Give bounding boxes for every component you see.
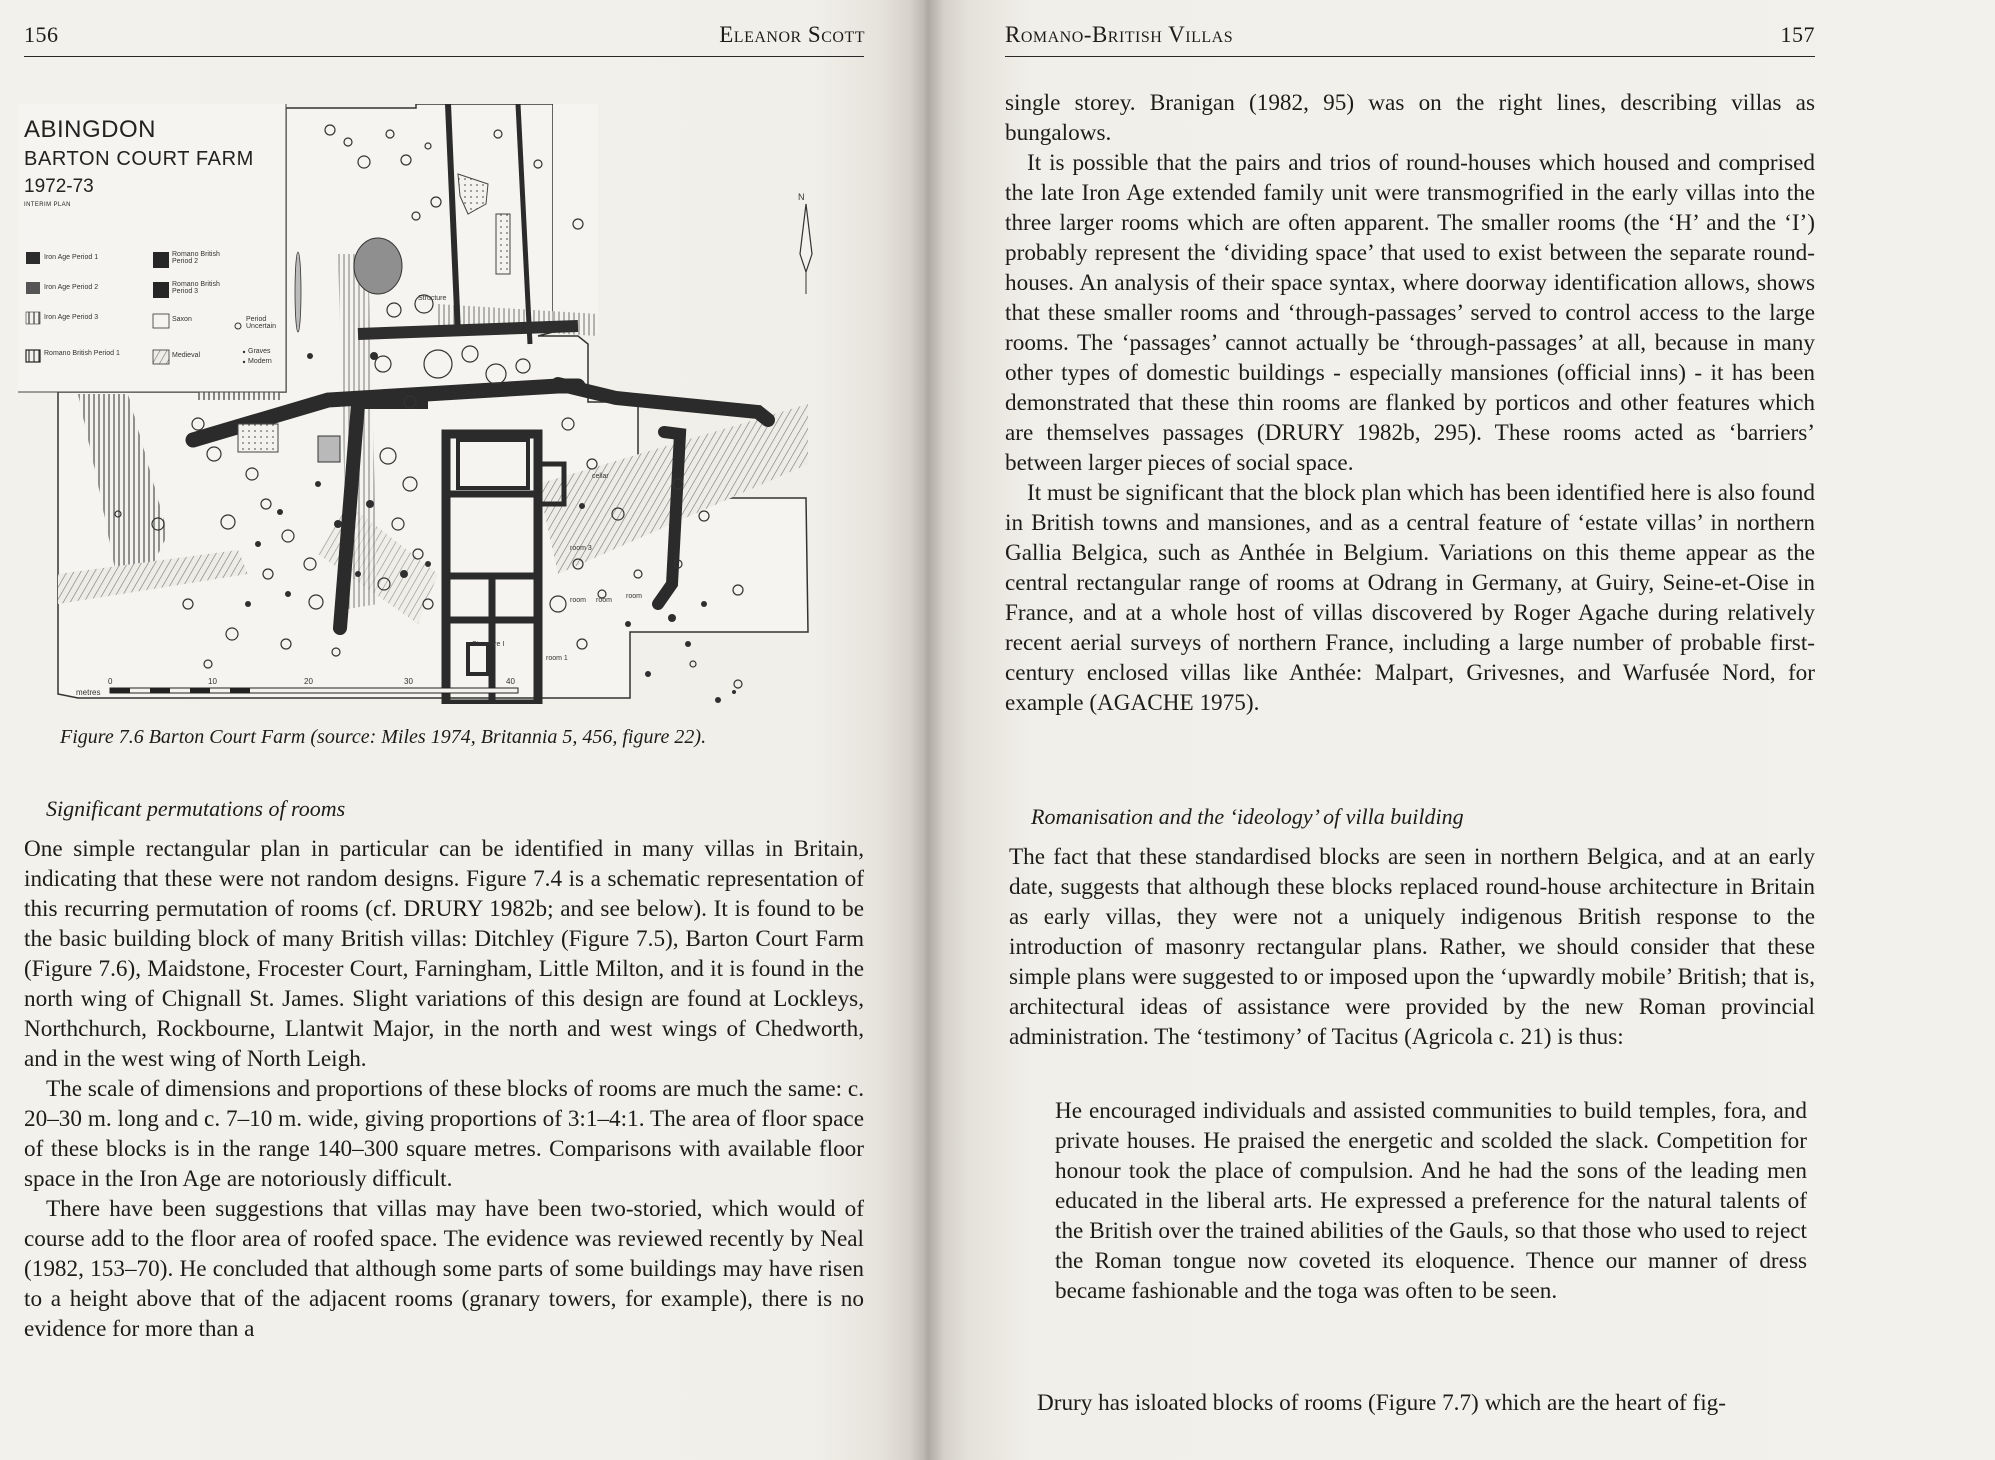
legend-label: Romano British Period 2: [172, 251, 220, 265]
legend-label: Romano British Period 3: [172, 281, 220, 295]
figure-note: INTERIM PLAN: [24, 202, 71, 208]
legend-label: Medieval: [172, 352, 201, 359]
label-cellar: cellar: [592, 473, 609, 480]
legend-label: Period Uncertain: [246, 316, 276, 330]
book-gutter: [910, 0, 944, 1460]
legend-label: Graves: [248, 348, 271, 355]
scale-tick: 40: [506, 677, 515, 686]
north-arrow: [798, 192, 812, 294]
figure-subtitle: BARTON COURT FARM: [24, 148, 254, 170]
north-label: N: [798, 192, 805, 202]
header-rule: [1005, 56, 1815, 57]
paragraph: One simple rectangular plan in particular can be identified in many villas in Britain, indicating that these were not random designs. Figure 7.4 is a schematic representation of this recurring permutation of rooms (cf. DRURY 1982b; and see below). It is found to be the basic building block of many British villas: Ditchley (Figure 7.5), Barton Court Farm (Figure 7.6), Maidstone, Frocester Court, Farningham, Little Milton, and it is found in the north wing of Chignall St. James. Slight variations of this design are found at Lockleys, Northchurch, Rockbourne, Llantwit Major, in the north and west wings of Chedworth, and in the west wing of North Leigh.: [24, 836, 864, 1072]
scale-tick: 10: [208, 677, 217, 686]
paragraph: single storey. Branigan (1982, 95) was on the right lines, describing villas as bungalows.: [1005, 90, 1815, 146]
scale-tick: 0: [108, 677, 113, 686]
legend-label: Iron Age Period 1: [44, 254, 99, 261]
site-plan-figure: [18, 104, 864, 704]
right-body-text: [1005, 88, 1815, 718]
page-number: 156: [24, 22, 59, 47]
last-line: [1037, 1388, 1817, 1418]
paragraph: The scale of dimensions and proportions of these blocks of rooms are much the same: c. 20–30 m. long and c. 7–10 m. wide, giving proportions of 3:1–4:1. The area of floor space of these blocks is in the range 140–300 square metres. Comparisons with available floor space in the Iron Age are notoriously difficult.: [24, 1076, 864, 1192]
figure-caption: Figure 7.6 Barton Court Farm (source: Miles 1974, Britannia 5, 456, figure 22).: [60, 726, 707, 748]
scale-unit: metres: [76, 688, 101, 697]
figure-title: ABINGDON: [24, 116, 157, 143]
label-room-c: room: [626, 593, 642, 600]
paragraph: The fact that these standardised blocks are seen in northern Belgica, and at an early date, suggests that although these blocks replaced round-house architecture in Britain as early villas, they were not a uniquely indigenous British response to the introduction of masonry rectangular plans. Rather, we should consider that these simple plans were suggested to or imposed upon the ‘upwardly mobile’ British; that is, architectural ideas of assistance were provided by the new Roman provincial administration. The ‘testimony’ of Tacitus (Agricola c. 21) is thus:: [1009, 844, 1815, 1050]
right-page: [925, 0, 1995, 1460]
site-plan-map: [18, 104, 864, 704]
label-room3: room 3: [570, 545, 592, 552]
left-page: [0, 0, 925, 1460]
paragraph: There have been suggestions that villas may have been two-storied, which would of course add to the floor area of roofed space. The evidence was reviewed recently by Neal (1982, 153–70). He concluded that although some parts of some buildings may have risen to a height above that of the adjacent rooms (granary towers, for example), there is no evidence for more than a: [24, 1196, 864, 1342]
section-subhead: Significant permutations of rooms: [46, 796, 346, 821]
legend-label: Iron Age Period 3: [44, 314, 99, 321]
legend-label: Saxon: [172, 316, 192, 323]
legend-label: Romano British Period 1: [44, 350, 120, 357]
page-number: 157: [1780, 22, 1815, 47]
legend-label: Iron Age Period 2: [44, 284, 99, 291]
header-rule: [24, 56, 864, 57]
section-subhead: Romanisation and the ‘ideology’ of villa building: [1031, 804, 1464, 829]
legend-label: Modern: [248, 358, 272, 365]
quote-text: He encouraged individuals and assisted communities to build temples, fora, and private houses. He praised the energetic and scolded the slack. Competition for honour took the place of compulsion. And he had the sons of the leading men educated in the liberal arts. He expressed a preference for the natural talents of the British over the trained abilities of the Gauls, so that those who used to reject the Roman tongue now coveted its eloquence. Thence our manner of dress became fashionable and the toga was often to be seen.: [1055, 1098, 1807, 1304]
left-body-text: [24, 834, 864, 1344]
scale-tick: 20: [304, 677, 313, 686]
paragraph: It must be significant that the block plan which has been identified here is also found in British towns and mansiones, and as a central feature of ‘estate villas’ in northern Gallia Belgica, such as Anthée in Belgium. Variations on this theme appear as the central rectangular range of rooms at Odrang in Germany, at Guiry, Seine-et-Oise in France, and at a whole host of villas discovered by Roger Agache during relatively recent aerial surveys of northern France, including a large number of probable first-century enclosed villas like Anthée: Malpart, Grivesnes, and Warfusée Nord, for example (AGACHE 1975).: [1005, 480, 1815, 716]
block-quote: [1055, 1096, 1807, 1306]
label-room1: room 1: [546, 655, 568, 662]
label-structure: Structure: [418, 295, 447, 302]
figure-years: 1972-73: [24, 176, 94, 197]
running-head-title: Romano-British Villas: [1005, 22, 1234, 47]
right-body-text-2: [1009, 842, 1815, 1052]
label-structure1: Structure I: [472, 641, 505, 648]
scale-tick: 30: [404, 677, 413, 686]
label-room-b: room: [596, 597, 612, 604]
label-room-a: room: [570, 597, 586, 604]
running-head-author: Eleanor Scott: [719, 22, 865, 47]
paragraph: Drury has isloated blocks of rooms (Figure 7.7) which are the heart of fig-: [1037, 1390, 1726, 1416]
paragraph: It is possible that the pairs and trios of round-houses which housed and comprised the late Iron Age extended family unit were transmogrified in the early villas into the three larger rooms which are often apparent. The smaller rooms (the ‘H’ and the ‘I’) probably represent the ‘dividing space’ that used to exist between the separate round-houses. An analysis of their space syntax, where doorway identification allows, shows that these smaller rooms and ‘through-passages’ served to control access to the large rooms. The ‘passages’ cannot actually be ‘through-passages’ at all, because in many other types of domestic buildings - especially mansiones (official inns) - it has been demonstrated that these thin rooms are flanked by porticos and other features which are themselves passages (DRURY 1982b, 295). These rooms acted as ‘barriers’ between larger pieces of social space.: [1005, 150, 1815, 476]
